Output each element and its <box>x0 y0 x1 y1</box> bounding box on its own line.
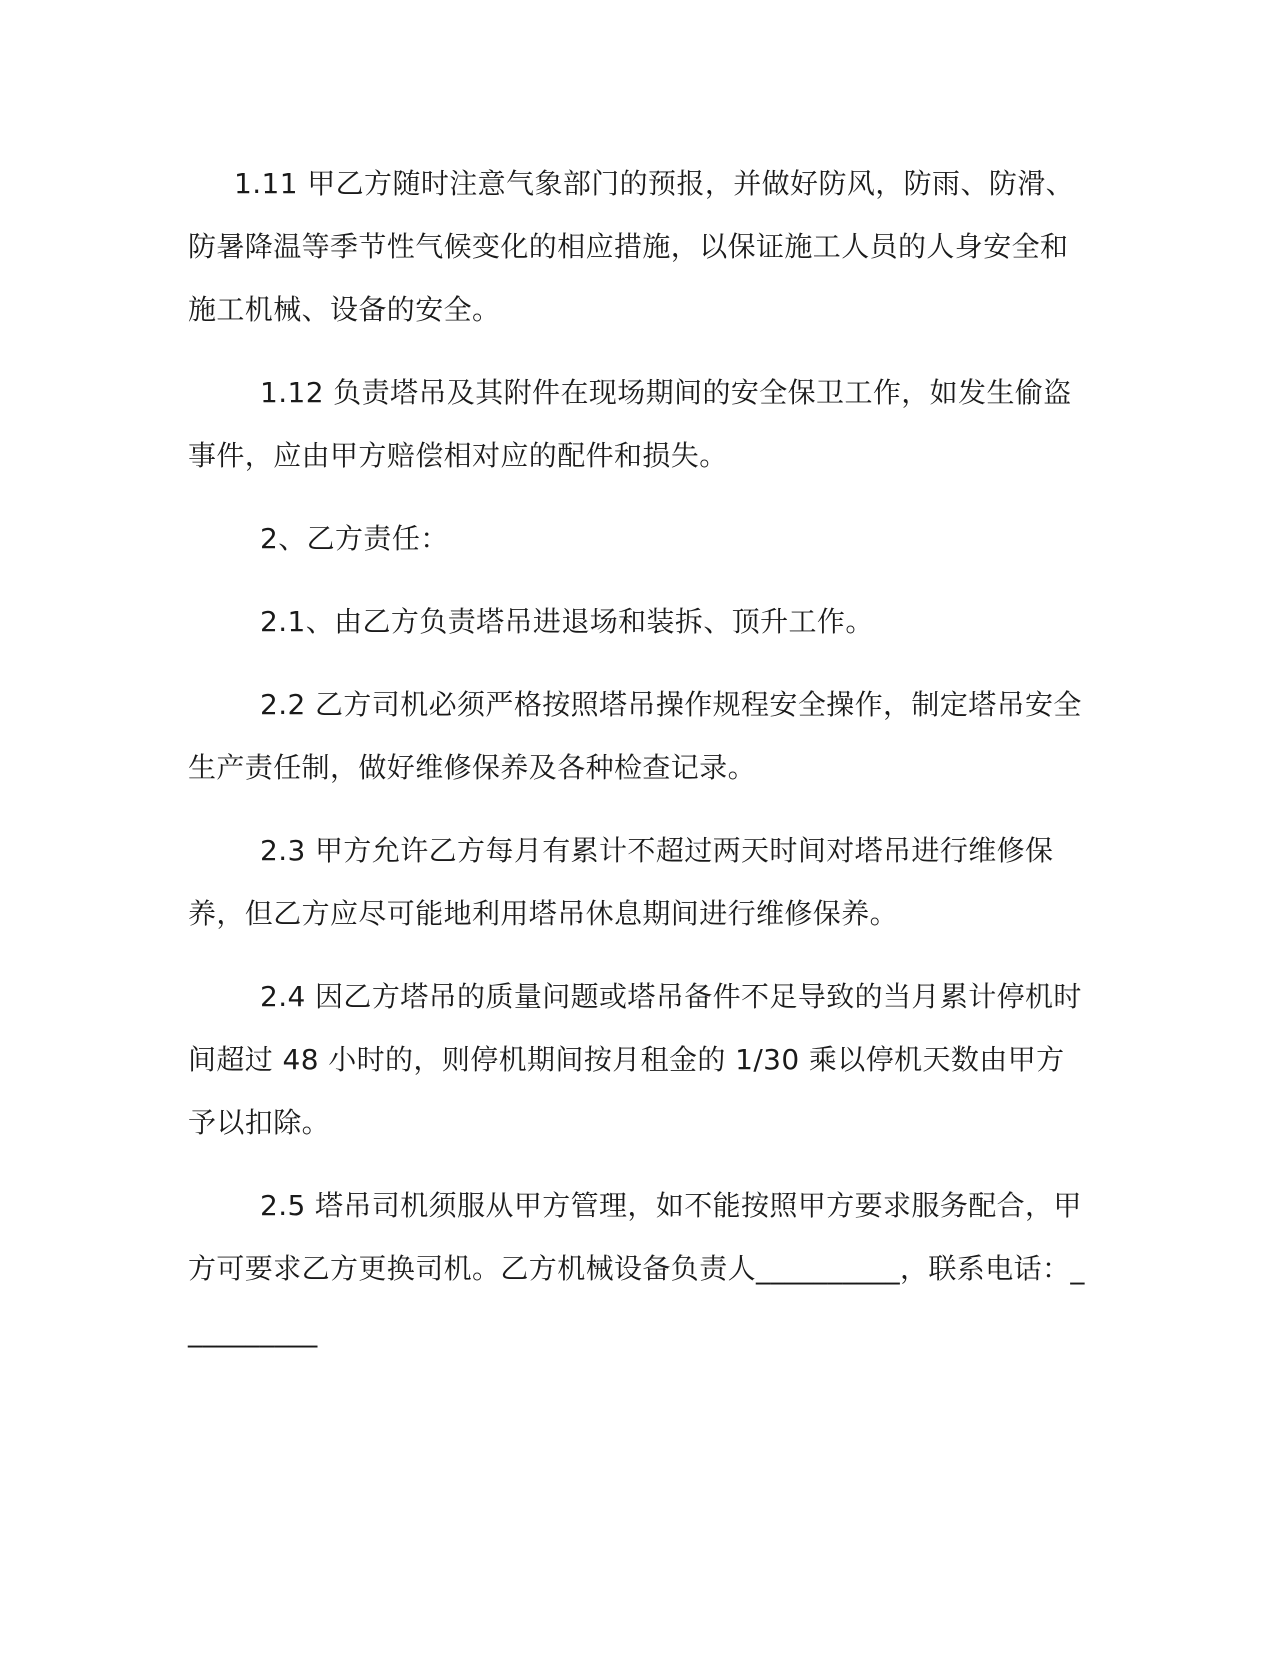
paragraph-2-1: 2.1、由乙方负责塔吊进退场和装拆、顶升工作。 <box>260 605 874 638</box>
paragraph-2-4: 2.4 因乙方塔吊的质量问题或塔吊备件不足导致的当月累计停机时间超过 48 小时的，则停机期间按月租金的 1/30 乘以停机天数由甲方予以扣除。 <box>188 980 1082 1139</box>
section-heading-party-b-responsibility: 2、乙方责任： <box>260 522 449 555</box>
paragraph-1-11: 1.11 甲乙方随时注意气象部门的预报，并做好防风，防雨、防滑、防暑降温等季节性气候变化的相应措施，以保证施工人员的人身安全和施工机械、设备的安全。 <box>188 167 1075 326</box>
paragraph-1-12: 1.12 负责塔吊及其附件在现场期间的安全保卫工作，如发生偷盗事件，应由甲方赔偿相对应的配件和损失。 <box>188 376 1072 472</box>
paragraph-2-5: 2.5 塔吊司机须服从甲方管理，如不能按照甲方要求服务配合，甲方可要求乙方更换司机。乙方机械设备负责人__________，联系电话：__________ <box>188 1189 1085 1348</box>
paragraph-2-3: 2.3 甲方允许乙方每月有累计不超过两天时间对塔吊进行维修保养，但乙方应尽可能地利用塔吊休息期间进行维修保养。 <box>188 834 1054 930</box>
paragraph-2-2: 2.2 乙方司机必须严格按照塔吊操作规程安全操作，制定塔吊安全生产责任制，做好维修保养及各种检查记录。 <box>188 688 1082 784</box>
document-body <box>188 152 1088 1363</box>
